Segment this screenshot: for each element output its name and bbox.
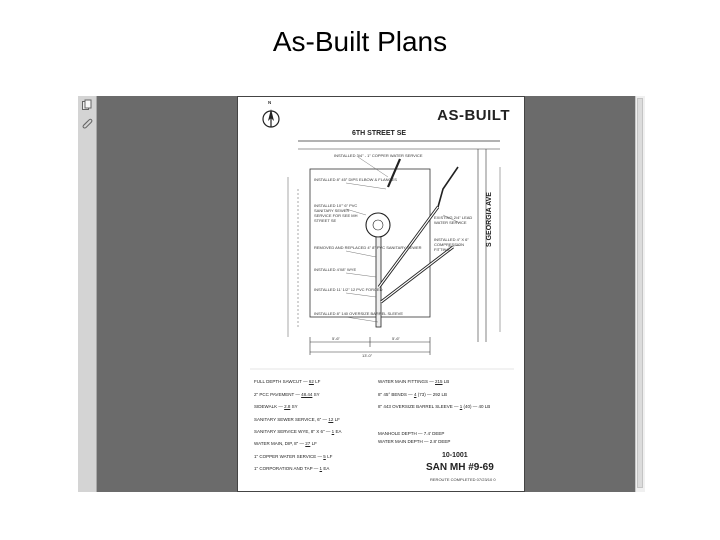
qty-row-left: 1" CORPORATION AND TAP — 1 EA (254, 466, 330, 471)
qty-row-right: MANHOLE DEPTH — 7.4' DEEP (378, 431, 445, 436)
pdf-viewer (78, 96, 654, 492)
qty-row-left: 1" COPPER WATER SERVICE — 5 LF (254, 454, 333, 459)
qty-row-left: SANITARY SERVICE WYE, 8" X 6" — 1 EA (254, 429, 342, 434)
qty-row-left: 2" PCC PAVEMENT — 48.44 SY (254, 392, 320, 397)
callout-sewer-service: INSTALLED 10'" 6" PVC SANITARY SEWER SERVICE FOR SEE MH STREET SE (314, 203, 358, 223)
callout-replaced-sewer: REMOVED AND REPLACED 4" 8" PVC SANITARY SEWER (314, 245, 422, 250)
reroute-note: REROUTE COMPLETED 07/23/10 0 (430, 477, 496, 482)
callout-compression-fitting: INSTALLED 4" X 6" COMPRESSION FITTING (434, 237, 469, 252)
project-number: 10-1001 (442, 452, 468, 459)
qty-row-left: FULL DEPTH SAWCUT — 62 LF (254, 379, 321, 384)
qty-row-left: SIDEWALK — 2.8 SY (254, 404, 298, 409)
qty-row-right: WATER MAIN DEPTH — 2.8' DEEP (378, 439, 451, 444)
callout-lead-service: EXISTING 2/4" LEAD WATER SERVICE (434, 215, 473, 225)
qty-row-right: 8" 443 OVERSIZE BARREL SLEEVE — 1 (40) — 40 LB (378, 404, 491, 409)
callout-forced-main: INSTALLED 11' 1/2" 12 PVC FORCED (314, 287, 383, 292)
as-built-stamp: AS-BUILT (437, 107, 510, 124)
dim-right: 5'-6" (392, 336, 400, 341)
pages-icon[interactable] (81, 99, 93, 111)
paperclip-icon[interactable] (81, 117, 93, 129)
document-canvas[interactable] (97, 96, 645, 492)
vertical-scrollbar[interactable] (635, 96, 645, 492)
qty-row-left: WATER MAIN, DIP, 8" — 27 LF (254, 441, 317, 446)
qty-row-right: WATER MAIN FITTINGS — 215 LB (378, 379, 450, 384)
callout-dips-elbow: INSTALLED 8" 45° DIPS ELBOW & FLANGES (314, 177, 397, 182)
street-top-label: 6TH STREET SE (352, 130, 407, 137)
dim-left: 5'-6" (332, 336, 340, 341)
slide-title: As-Built Plans (272, 26, 448, 57)
qty-row-right: 8" 45° BENDS — 4 (73) — 292 LB (378, 392, 447, 397)
viewer-side-toolbar (78, 96, 97, 492)
callout-water-service: INSTALLED 3/4" - 1" COPPER WATER SERVICE (334, 153, 423, 158)
street-side-label: S GEORGIA AVE (486, 192, 493, 247)
qty-row-left: SANITARY SEWER SERVICE, 6" — 12 LF (254, 417, 340, 422)
manhole-id: SAN MH #9-69 (426, 462, 494, 473)
north-label: N (268, 100, 272, 105)
drawing-page (237, 96, 525, 492)
callout-barrel-sleeve: INSTALLED 8" 140 OVERSIZE BARREL SLEEVE (314, 311, 404, 316)
callout-wye: INSTALLED 4'X8" WYE (314, 267, 357, 272)
dim-total: 13'-0" (362, 353, 373, 358)
scrollbar-thumb[interactable] (637, 98, 643, 488)
